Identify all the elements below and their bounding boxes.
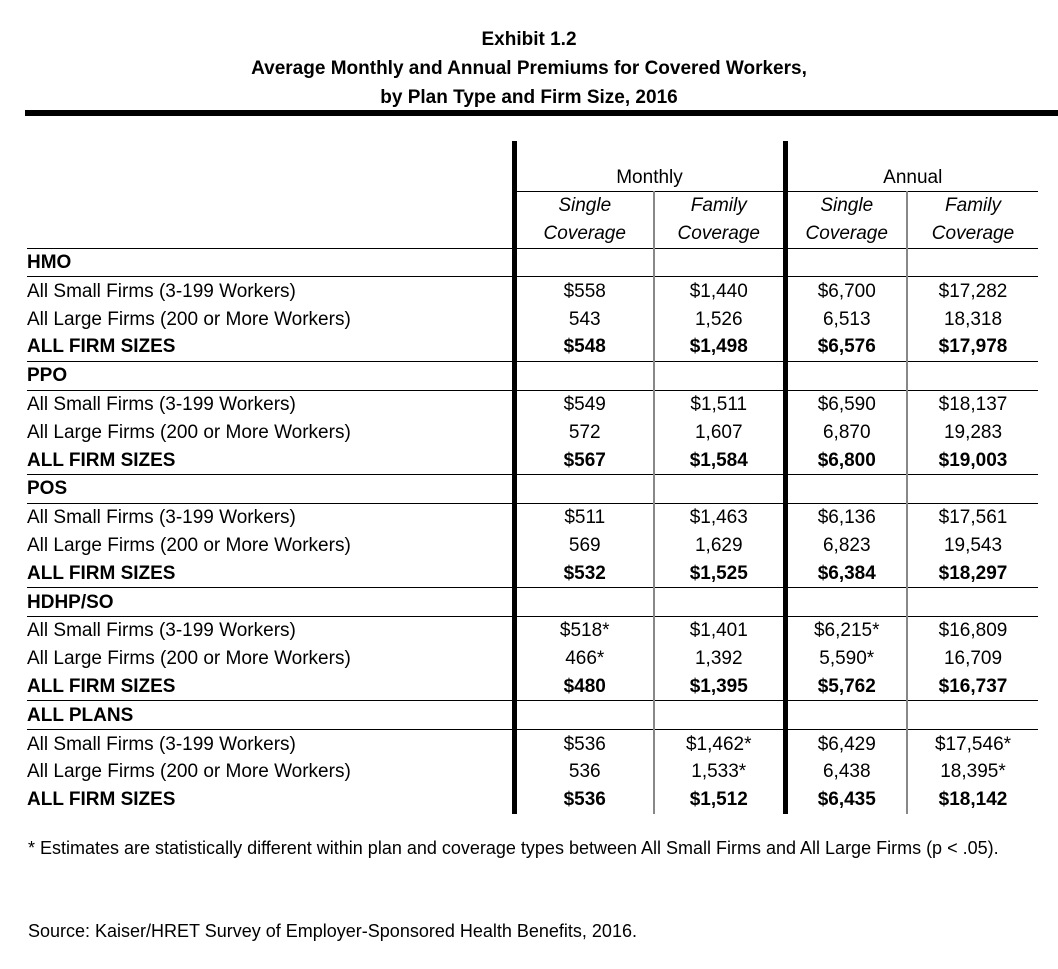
empty-cell xyxy=(785,361,907,390)
row-label: All Small Firms (3-199 Workers) xyxy=(27,620,296,642)
empty-cell xyxy=(654,588,785,617)
empty-cell xyxy=(907,701,1038,730)
plan-row xyxy=(27,588,1038,617)
value-monthly-family: $1,498 xyxy=(654,333,785,361)
title-divider xyxy=(25,110,1058,116)
value-monthly-family: 1,526 xyxy=(654,305,785,333)
header-row-group xyxy=(27,141,1038,192)
value-annual-single: $6,136 xyxy=(785,503,907,531)
all-firm-sizes-row xyxy=(27,786,1038,814)
premiums-table xyxy=(27,141,1038,814)
value-monthly-family: $1,525 xyxy=(654,559,785,587)
empty-cell xyxy=(907,361,1038,390)
row-label: ALL FIRM SIZES xyxy=(27,673,514,701)
plan-row xyxy=(27,361,1038,390)
small-firms-row xyxy=(27,277,1038,305)
small-firms-row xyxy=(27,390,1038,418)
large-firms-row xyxy=(27,645,1038,673)
empty-cell xyxy=(654,701,785,730)
value-annual-family: 18,395* xyxy=(907,758,1038,786)
header-blank xyxy=(27,192,514,220)
plan-name: PPO xyxy=(27,361,514,390)
row-label: All Large Firms (200 or More Workers) xyxy=(27,308,351,330)
empty-cell xyxy=(907,248,1038,277)
header-monthly-family: Family xyxy=(654,192,785,220)
header-monthly-single: Single xyxy=(514,192,654,220)
row-label: All Large Firms (200 or More Workers) xyxy=(27,534,351,556)
value-annual-single: 6,870 xyxy=(785,418,907,446)
all-firm-sizes-row xyxy=(27,559,1038,587)
empty-cell xyxy=(514,701,654,730)
value-annual-family: 18,318 xyxy=(907,305,1038,333)
value-monthly-single: $567 xyxy=(514,446,654,474)
header-monthly: Monthly xyxy=(514,141,785,192)
value-monthly-single: 569 xyxy=(514,532,654,560)
value-monthly-family: $1,440 xyxy=(654,277,785,305)
value-annual-single: $6,435 xyxy=(785,786,907,814)
large-firms-row xyxy=(27,418,1038,446)
value-annual-single: 5,590* xyxy=(785,645,907,673)
value-monthly-family: $1,395 xyxy=(654,673,785,701)
value-annual-single: $6,590 xyxy=(785,390,907,418)
value-monthly-single: $511 xyxy=(514,503,654,531)
value-monthly-family: 1,607 xyxy=(654,418,785,446)
all-firm-sizes-row xyxy=(27,333,1038,361)
plan-name: HMO xyxy=(27,248,514,277)
value-annual-single: 6,513 xyxy=(785,305,907,333)
all-firm-sizes-row xyxy=(27,446,1038,474)
source-note: Source: Kaiser/HRET Survey of Employer-Sponsored Health Benefits, 2016. xyxy=(28,921,637,941)
value-annual-single: $6,384 xyxy=(785,559,907,587)
small-firms-row xyxy=(27,503,1038,531)
empty-cell xyxy=(514,474,654,503)
value-annual-family: 19,543 xyxy=(907,532,1038,560)
value-annual-family: $17,561 xyxy=(907,503,1038,531)
value-annual-family: $17,282 xyxy=(907,277,1038,305)
value-monthly-single: $532 xyxy=(514,559,654,587)
empty-cell xyxy=(514,588,654,617)
row-label: All Small Firms (3-199 Workers) xyxy=(27,733,296,755)
value-monthly-family: $1,512 xyxy=(654,786,785,814)
all-firm-sizes-row xyxy=(27,673,1038,701)
value-annual-single: $6,800 xyxy=(785,446,907,474)
plan-name: ALL PLANS xyxy=(27,701,514,730)
empty-cell xyxy=(785,248,907,277)
row-label: All Large Firms (200 or More Workers) xyxy=(27,421,351,443)
row-label: ALL FIRM SIZES xyxy=(27,333,514,361)
exhibit-title xyxy=(0,25,1058,112)
header-annual-single: Single xyxy=(785,192,907,220)
exhibit-number: Exhibit 1.2 xyxy=(481,29,577,50)
empty-cell xyxy=(907,588,1038,617)
value-monthly-single: $548 xyxy=(514,333,654,361)
header-row-coverage xyxy=(27,220,1038,248)
value-monthly-single: $549 xyxy=(514,390,654,418)
empty-cell xyxy=(654,248,785,277)
value-annual-family: $19,003 xyxy=(907,446,1038,474)
header-coverage: Coverage xyxy=(907,220,1038,248)
value-annual-family: $16,737 xyxy=(907,673,1038,701)
row-label: ALL FIRM SIZES xyxy=(27,559,514,587)
large-firms-row xyxy=(27,532,1038,560)
value-monthly-single: $518* xyxy=(514,616,654,644)
empty-cell xyxy=(514,361,654,390)
header-annual-family: Family xyxy=(907,192,1038,220)
value-monthly-single: $536 xyxy=(514,786,654,814)
value-monthly-family: 1,533* xyxy=(654,758,785,786)
header-row-coverage-type xyxy=(27,192,1038,220)
row-label: All Large Firms (200 or More Workers) xyxy=(27,648,351,670)
empty-cell xyxy=(785,701,907,730)
value-annual-single: $6,215* xyxy=(785,616,907,644)
value-monthly-single: 543 xyxy=(514,305,654,333)
empty-cell xyxy=(907,474,1038,503)
value-monthly-single: 572 xyxy=(514,418,654,446)
plan-row xyxy=(27,248,1038,277)
small-firms-row xyxy=(27,730,1038,758)
empty-cell xyxy=(785,474,907,503)
value-monthly-family: $1,401 xyxy=(654,616,785,644)
empty-cell xyxy=(785,588,907,617)
value-monthly-single: 536 xyxy=(514,758,654,786)
value-monthly-family: $1,511 xyxy=(654,390,785,418)
header-coverage: Coverage xyxy=(514,220,654,248)
header-blank xyxy=(27,141,514,192)
row-label: All Small Firms (3-199 Workers) xyxy=(27,280,296,302)
value-annual-family: $17,546* xyxy=(907,730,1038,758)
empty-cell xyxy=(654,361,785,390)
value-annual-single: $6,429 xyxy=(785,730,907,758)
value-annual-single: 6,438 xyxy=(785,758,907,786)
header-coverage: Coverage xyxy=(785,220,907,248)
value-monthly-family: $1,462* xyxy=(654,730,785,758)
value-annual-family: $18,142 xyxy=(907,786,1038,814)
value-annual-single: 6,823 xyxy=(785,532,907,560)
value-monthly-single: $536 xyxy=(514,730,654,758)
value-monthly-single: $558 xyxy=(514,277,654,305)
row-label: All Small Firms (3-199 Workers) xyxy=(27,393,296,415)
empty-cell xyxy=(514,248,654,277)
value-annual-family: $18,297 xyxy=(907,559,1038,587)
value-monthly-single: 466* xyxy=(514,645,654,673)
small-firms-row xyxy=(27,616,1038,644)
row-label: All Large Firms (200 or More Workers) xyxy=(27,761,351,783)
header-blank xyxy=(27,220,514,248)
header-coverage: Coverage xyxy=(654,220,785,248)
value-annual-family: $18,137 xyxy=(907,390,1038,418)
exhibit-title-line-1: Average Monthly and Annual Premiums for Covered Workers, xyxy=(251,58,807,79)
value-annual-family: 16,709 xyxy=(907,645,1038,673)
large-firms-row xyxy=(27,758,1038,786)
value-monthly-family: 1,392 xyxy=(654,645,785,673)
value-monthly-family: 1,629 xyxy=(654,532,785,560)
value-annual-family: $16,809 xyxy=(907,616,1038,644)
row-label: All Small Firms (3-199 Workers) xyxy=(27,507,296,529)
plan-name: POS xyxy=(27,474,514,503)
value-monthly-family: $1,463 xyxy=(654,503,785,531)
value-annual-single: $5,762 xyxy=(785,673,907,701)
row-label: ALL FIRM SIZES xyxy=(27,789,176,811)
plan-row xyxy=(27,701,1038,730)
footnote: * Estimates are statistically different within plan and coverage types between All Small Firms and All Large Firms (p < .05). xyxy=(28,838,999,858)
row-label: ALL FIRM SIZES xyxy=(27,446,514,474)
value-annual-family: $17,978 xyxy=(907,333,1038,361)
plan-name: HDHP/SO xyxy=(27,588,514,617)
value-annual-single: $6,700 xyxy=(785,277,907,305)
value-monthly-family: $1,584 xyxy=(654,446,785,474)
value-annual-single: $6,576 xyxy=(785,333,907,361)
empty-cell xyxy=(654,474,785,503)
exhibit-title-line-2: by Plan Type and Firm Size, 2016 xyxy=(380,87,678,108)
value-monthly-single: $480 xyxy=(514,673,654,701)
header-annual: Annual xyxy=(785,141,1038,192)
large-firms-row xyxy=(27,305,1038,333)
plan-row xyxy=(27,474,1038,503)
value-annual-family: 19,283 xyxy=(907,418,1038,446)
